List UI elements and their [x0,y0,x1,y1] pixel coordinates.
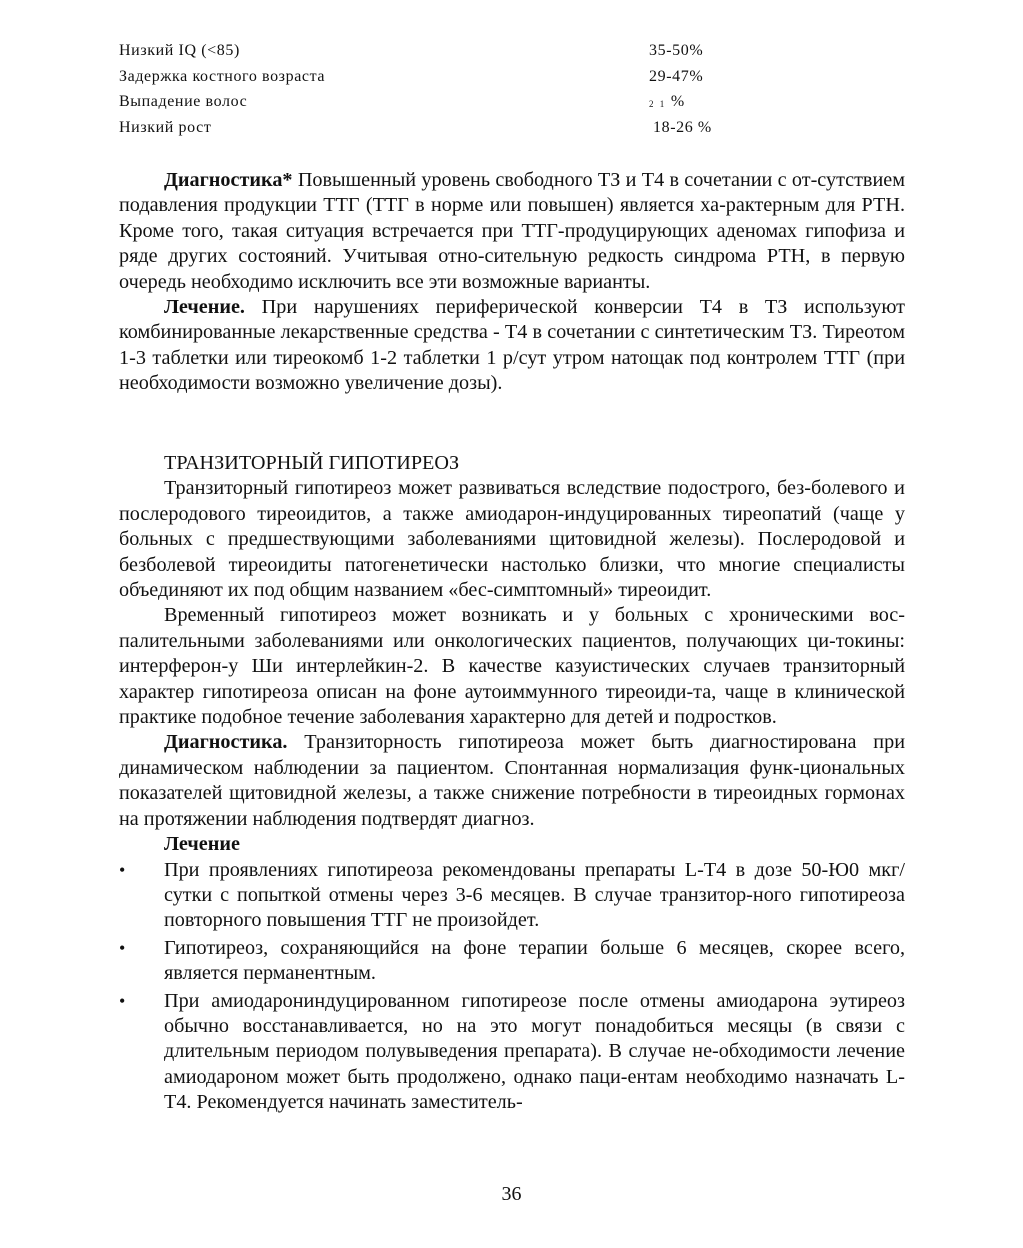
diagnostics-2-text: Транзиторность гипотиреоза может быть диагностирована при динамическом наблюдении за пациентом. Спонтанная нормализация функ-циональных показателей щитовидной железы, а также снижение потребности в тиреоидных гормонах на протяжении наблюдения подтвердят диагноз. [119,731,905,830]
stat-value: 29-47% [649,67,704,85]
diagnostics-text: Повышенный уровень свободного ТЗ и Т4 в сочетании с от-сутствием подавления продукции ТТГ (ТТГ в норме или повышен) является ха-рактерным для РТН. Кроме того, такая ситуация встречается при ТТГ-продуцирующих аденомах гипофиза и ряде других состояний. Учитывая отно-сительную редкость синдрома РТН, в первую очередь необходимо исключить все эти возможные варианты. [119,169,905,293]
diagnostics-lead: Диагностика* [164,169,293,191]
stat-label: Выпадение волос [119,93,248,110]
stats-row [119,38,759,64]
bullet-icon: • [119,990,126,1011]
transient-paragraph-1: Транзиторный гипотиреоз может развиваться вследствие подострого, без-болевого и послеродового тиреоидитов, а также амиодарон-индуцированных тиреопатий (чаще у больных с предшествующими заболеваниями щитовидной железы). Послеродовой и безболевой тиреоидиты патогенетически настолько близки, что многие специалисты объединяют их под общим названием «бес-симптомный» тиреоидит. [119,477,905,602]
treatment-2-title: Лечение [164,833,240,856]
stat-value: 18-26 % [653,118,712,136]
diagnostics-2-lead: Диагностика. [164,731,288,754]
page-number: 36 [501,1183,522,1205]
treatment-list [119,858,905,1116]
treatment-lead: Лечение. [164,296,245,319]
bullet-icon: • [119,937,126,958]
stat-label: Низкий рост [119,118,212,136]
stat-value-percent: % [670,93,685,110]
list-item-text: При проявлениях гипотиреоза рекомендованы препараты L-T4 в дозе 50-Ю0 мкг/сутки с попыткой отмены через 3-6 месяцев. В случае транзитор-ного гипотиреоза повторного повышения ТТГ не произойдет. [164,858,905,932]
diagnostics-paragraph [119,168,905,295]
list-item [119,936,905,987]
section-title: ТРАНЗИТОРНЫЙ ГИПОТИРЕОЗ [164,452,460,474]
transient-paragraph-2: Временный гипотиреоз может возникать и у больных с хроническими вос-палительными заболеваниями или онкологических пациентов, получающих ци-токины: интерферон-у Ши интерлейкин-2. В качестве казуистических случаев транзиторный характер гипотиреоза описан на фоне аутоиммунного тиреоиди-та, чаще в клинической практике подобное течение заболевания характерно для детей и подростков. [119,604,905,729]
section-text [119,451,905,1118]
main-text [119,168,905,397]
stat-label: Задержка костного возраста [119,67,326,85]
diagnostics-2-paragraph [119,730,905,832]
list-item-text: При амиодарониндуцированном гипотиреозе после отмены амиодарона эутиреоз обычно восстанавливается, но на это могут понадобиться месяцы (в связи с длительным периодом полувыведения препарата). В случае не-обходимости лечение амиодароном может быть продолжено, однако паци-ентам необходимо назначать L-T4. Рекомендуется начинать заместитель- [164,989,905,1114]
stats-row [119,89,759,115]
stats-row [119,64,759,90]
treatment-text: При нарушениях периферической конверсии Т4 в ТЗ используют комбинированные лекарственные средства - Т4 в сочетании с синтетическим ТЗ. Тиреотом 1-3 таблетки или тиреокомб 1-2 таблетки 1 р/сут утром натощак под контролем ТТГ (при необходимости возможно увеличение дозы). [119,296,905,395]
list-item [119,858,905,934]
treatment-paragraph [119,295,905,397]
stats-row [119,115,759,141]
list-item-text: Гипотиреоз, сохраняющийся на фоне терапии больше 6 месяцев, скорее всего, является перманентным. [164,936,905,985]
stat-value [649,89,685,118]
stat-label: Низкий IQ (<85) [119,42,240,59]
stat-value: 35-50% [649,42,704,59]
stats-table [119,38,759,140]
stat-value-small: 2 1 [649,99,667,109]
list-item [119,989,905,1116]
bullet-icon: • [119,859,126,880]
